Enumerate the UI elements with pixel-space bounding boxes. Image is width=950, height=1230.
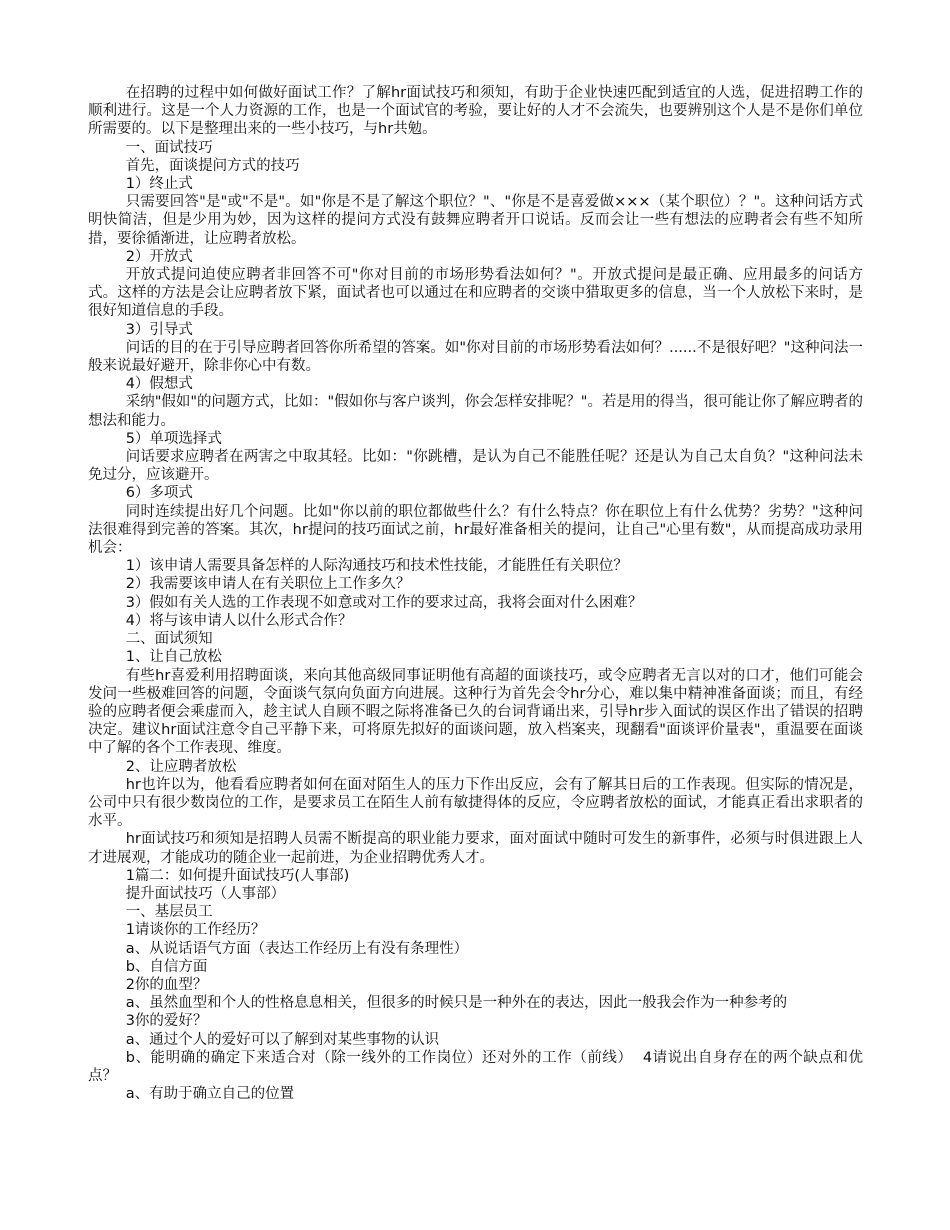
paragraph: 二、面试须知 — [125, 631, 213, 648]
paragraph: 3）假如有关人选的工作表现不如意或对工作的要求过高，我将会面对什么困难？ — [125, 594, 643, 611]
paragraph: 1请谈你的工作经历？ — [125, 922, 266, 939]
paragraph: 有些hr喜爱利用招聘面谈，来向其他高级同事证明他有高超的面谈技巧，或令应聘者无言以对的口才，他们可能会发问一些极难回答的问题，令面谈气氛向负面方向进展。这种行为首先会令hr分心，难以集中精神准备面谈；而且，有经验的应聘者便会乘虚而入，趁主试人自顾不暇之际将准备已久的台词背诵出来，引导hr步入面试的误区作出了错误的招聘决定。建议hr面试注意令自己平静下来，可将原先拟好的面谈问题，放入档案夹，现翻看"面谈评价量表"，重温要在面谈中了解的各个工作表现、维度。 — [88, 667, 863, 757]
paragraph: 同时连续提出好几个问题。比如"你以前的职位都做些什么？有什么特点？你在职位上有什么优势？劣势？"这种问法很难得到完善的答案。其次，hr提问的技巧面试之前，hr最好准备相关的提问，让自己"心里有数"，从而提高成功录用机会： — [88, 503, 863, 557]
paragraph: 在招聘的过程中如何做好面试工作？了解hr面试技巧和须知，有助于企业快速匹配到适宜的人选，促进招聘工作的顺利进行。这是一个人力资源的工作，也是一个面试官的考验，要让好的人才不会流失，也要辨别这个人是不是你们单位所需要的。以下是整理出来的一些小技巧，与hr共勉。 — [88, 85, 863, 138]
paragraph: 1）终止式 — [125, 176, 193, 193]
document-page — [88, 84, 863, 1103]
paragraph: hr面试技巧和须知是招聘人员需不断提高的职业能力要求，面对面试中随时可发生的新事件，必须与时俱进跟上人才进展观，才能成功的随企业一起前进，为企业招聘优秀人才。 — [88, 831, 863, 866]
paragraph: 1篇二：如何提升面试技巧(人事部) — [125, 867, 350, 884]
paragraph: 1、让自己放松 — [125, 649, 222, 666]
paragraph: a、虽然血型和个人的性格息息相关，但很多的时候只是一种外在的表达，因此一般我会作为一种参考的 — [125, 995, 788, 1012]
paragraph: 采纳"假如"的问题方式，比如："假如你与客户谈判，你会怎样安排呢？"。若是用的得当，很可能让你了解应聘者的想法和能力。 — [88, 394, 863, 429]
paragraph: 2你的血型？ — [125, 976, 208, 993]
paragraph: 一、基层员工 — [125, 904, 213, 921]
paragraph: a、通过个人的爱好可以了解到对某些事物的认识 — [125, 1031, 440, 1048]
paragraph: 2）我需要该申请人在有关职位上工作多久？ — [125, 576, 411, 593]
paragraph: 2）开放式 — [125, 248, 193, 265]
paragraph: 4）假想式 — [125, 376, 193, 393]
paragraph: a、有助于确立自己的位置 — [125, 1086, 295, 1103]
paragraph: 一、面试技巧 — [125, 139, 213, 156]
paragraph: hr也许以为，他看看应聘者如何在面对陌生人的压力下作出反应，会有了解其日后的工作表现。但实际的情况是，公司中只有很少数岗位的工作，是要求员工在陌生人前有敏捷得体的反应，令应聘者放松的面试，才能真正看出求职者的水平。 — [88, 776, 863, 830]
paragraph: 6）多项式 — [125, 485, 193, 502]
paragraph: b、自信方面 — [125, 958, 208, 975]
paragraph: 4）将与该申请人以什么形式合作？ — [125, 612, 353, 629]
paragraph: 3）引导式 — [125, 321, 193, 338]
paragraph: 问话要求应聘者在两害之中取其轻。比如："你跳槽，是认为自己不能胜任呢？还是认为自己太自负？"这种问法未免过分，应该避开。 — [88, 449, 863, 484]
paragraph: 1）该申请人需要具备怎样的人际沟通技巧和技术性技能，才能胜任有关职位？ — [125, 558, 628, 575]
paragraph: 2、让应聘者放松 — [125, 758, 237, 775]
paragraph: 只需要回答"是"或"不是"。如"你是不是了解这个职位？"、"你是不是喜爱做×××（某个职位）？"。这种问话方式明快简洁，但是少用为妙，因为这样的提问方式没有鼓舞应聘者开口说话。反而会让一些有想法的应聘者会有些不知所措，要徐循渐进，让应聘者放松。 — [88, 194, 863, 247]
paragraph: 3你的爱好？ — [125, 1013, 208, 1030]
paragraph: b、能明确的确定下来适合对（除一线外的工作岗位）还对外的工作（前线） 4请说出自身存在的两个缺点和优点？ — [88, 1049, 863, 1084]
paragraph: 提升面试技巧（人事部） — [125, 885, 286, 902]
paragraph: a、从说话语气方面（表达工作经历上有没有条理性） — [125, 940, 469, 957]
paragraph: 首先，面谈提问方式的技巧 — [125, 157, 300, 174]
paragraph: 问话的目的在于引导应聘者回答你所希望的答案。如"你对目前的市场形势看法如何？......不是很好吧？"这种问法一般来说最好避开，除非你心中有数。 — [88, 339, 863, 375]
paragraph: 开放式提问迫使应聘者非回答不可"你对目前的市场形势看法如何？"。开放式提问是最正确、应用最多的问话方式。这样的方法是会让应聘者放下紧，面试者也可以通过在和应聘者的交谈中猎取更多的信息，当一个人放松下来时，是很好知道信息的手段。 — [88, 267, 863, 320]
paragraph: 5）单项选择式 — [125, 430, 222, 447]
